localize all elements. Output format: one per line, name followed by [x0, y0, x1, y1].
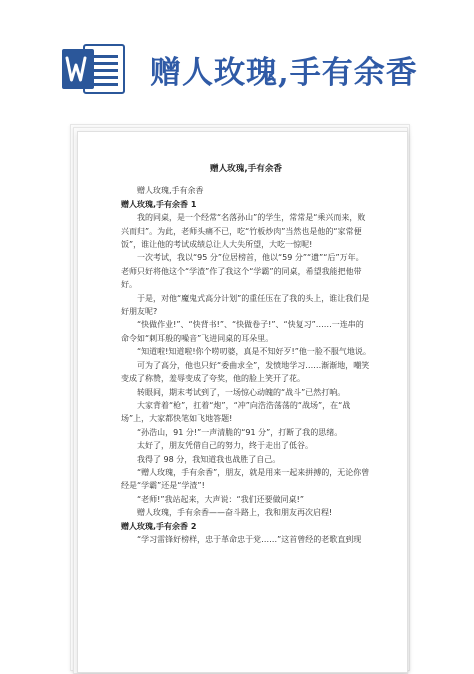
paragraph: “孙浩山，91 分!”一声清脆的“91 分”，打断了我的思绪。 [137, 427, 343, 437]
paragraph: 于是，对他“魔鬼式高分计划”的重任压在了我的头上，谁让我们是好朋友呢? [121, 293, 370, 317]
paragraph: 赠人玫瑰，手有余香——奋斗路上，我和朋友再次启程! [137, 508, 333, 518]
paragraph: 我的同桌，是一个经常“名落孙山”的学生，常常是“乘兴而来，败兴而归”。为此，老师头痛不已，吃“竹板炒肉”当然也是他的“家常便饭”，谁让他的考试成绩总让人大失所望，大吃一惊呢! [121, 213, 366, 250]
document-title: 赠人玫瑰,手有余香 [209, 164, 282, 174]
paragraph: 可为了高分，他也只好“委曲求全”，发愤地学习……渐渐地，嘲笑变成了称赞，羞辱变成了夸奖，他的脸上笑开了花。 [121, 360, 370, 384]
paragraph: 转眼间，期末考试到了，一场惊心动魄的“战斗”已然打响。 [137, 387, 346, 397]
document-content [121, 163, 371, 546]
paragraph: 赠人玫瑰,手有余香 [137, 186, 204, 196]
section-heading: 赠人玫瑰,手有余香 1 [121, 199, 197, 209]
document-body [121, 184, 371, 546]
banner-title: 赠人玫瑰,手有余香 [150, 55, 418, 91]
paragraph: “快做作业!”、“快背书!”、“快做卷子!”、“快复习”……一连串的命令如“刺耳般的噪音”飞进同桌的耳朵里。 [121, 320, 364, 343]
paragraph: 大家背着“枪”，扛着“炮”，“冲”向浩浩荡荡的“战场”，在“战场”上，大家都快笔如飞地答题! [121, 400, 351, 424]
paragraph: 一次考试，我以“95 分”位居榜首，他以“59 分”“遗”“后”万年。老师只好将他这个“学渣”作了我这个“学霸”的同桌，希望我能把他带好。 [121, 253, 364, 290]
document-page [77, 131, 408, 673]
section-heading: 赠人玫瑰,手有余香 2 [121, 521, 197, 531]
paragraph: “老师!”我站起来，大声说：“我们还要做同桌!” [137, 494, 304, 504]
paragraph: 我得了 98 分，我知道我也战胜了自己。 [137, 454, 281, 464]
paragraph: “知道啦!知道啦!你个唠叨婆，真是不知好歹!”他一脸不服气地说。 [137, 347, 371, 357]
paragraph: “赠人玫瑰，手有余香”，朋友，就是用来一起来拼搏的，无论你曾经是“学霸”还是“学渣”! [121, 467, 370, 491]
header-banner [0, 0, 474, 100]
paragraph: “学习雷锋好榜样，忠于革命忠于党……”这首曾经的老歌直到现 [137, 534, 362, 544]
word-document-icon [62, 43, 126, 95]
paragraph: 太好了，朋友凭借自己的努力，终于走出了低谷。 [137, 441, 313, 451]
